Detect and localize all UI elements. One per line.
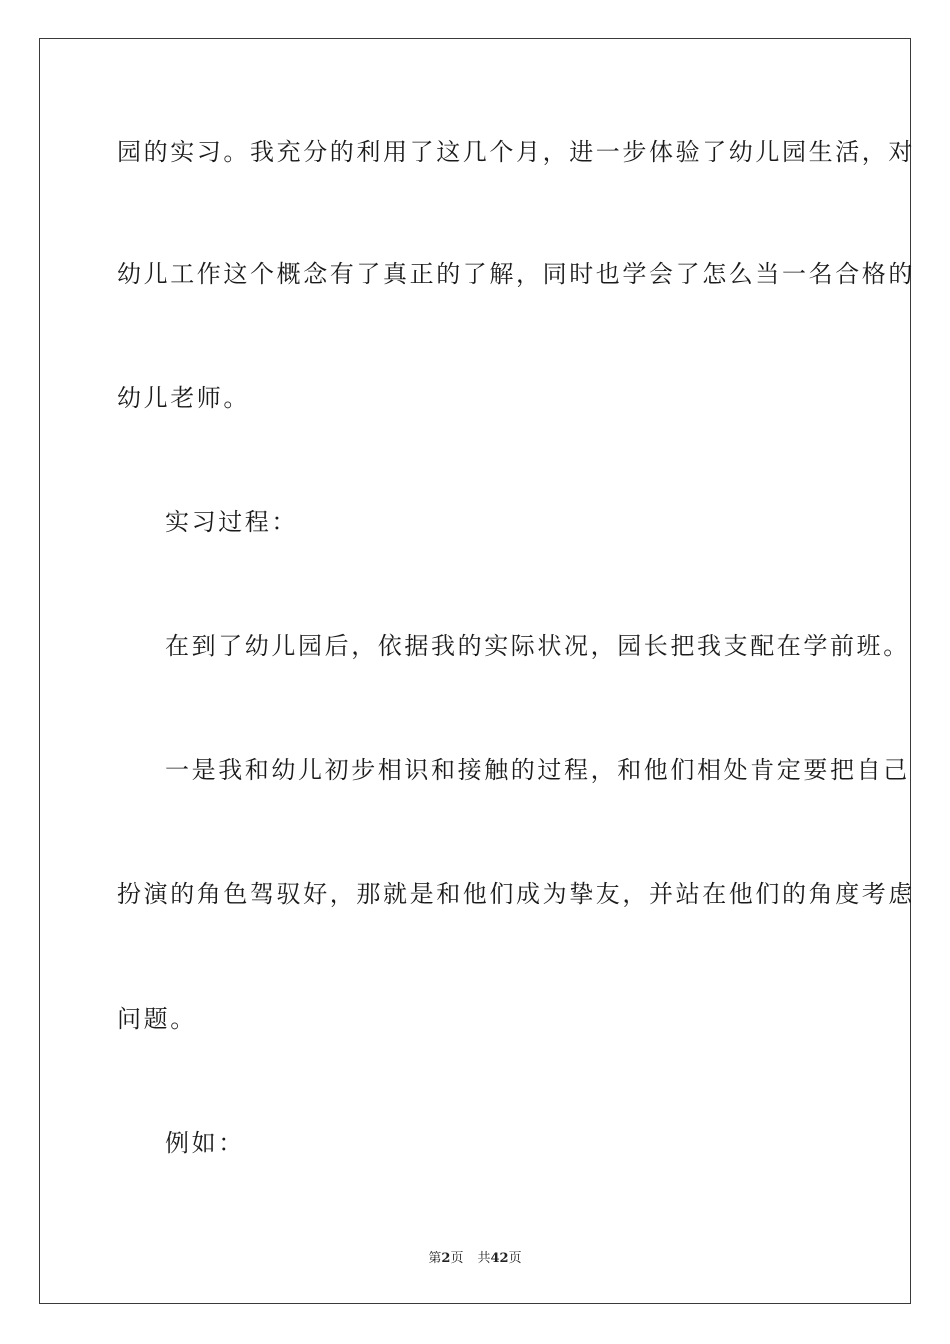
page-suffix: 页 (450, 1251, 464, 1266)
total-pages: 42 (490, 1251, 509, 1266)
body-line-example: 例如： (165, 1129, 245, 1157)
page-footer (0, 1247, 950, 1266)
body-line-5: 在到了幼儿园后，依据我的实际状况，园长把我支配在学前班。 (165, 632, 910, 660)
body-line-7: 扮演的角色驾驭好，那就是和他们成为挚友，并站在他们的角度考虑 (117, 880, 915, 908)
body-line-2: 幼儿工作这个概念有了真正的了解，同时也学会了怎么当一名合格的 (117, 260, 915, 288)
page-number: 2 (441, 1251, 451, 1266)
body-line-3: 幼儿老师。 (117, 384, 250, 412)
page-border (39, 38, 915, 1304)
body-line-1: 园的实习。我充分的利用了这几个月，进一步体验了幼儿园生活，对 (117, 138, 915, 166)
body-line-8: 问题。 (117, 1005, 197, 1033)
body-line-6: 一是我和幼儿初步相识和接触的过程，和他们相处肯定要把自己 (165, 756, 910, 784)
section-heading-internship-process: 实习过程： (165, 508, 298, 536)
page-prefix: 第 (428, 1251, 442, 1266)
total-suffix: 页 (508, 1251, 522, 1266)
total-prefix: 共 (477, 1251, 491, 1266)
